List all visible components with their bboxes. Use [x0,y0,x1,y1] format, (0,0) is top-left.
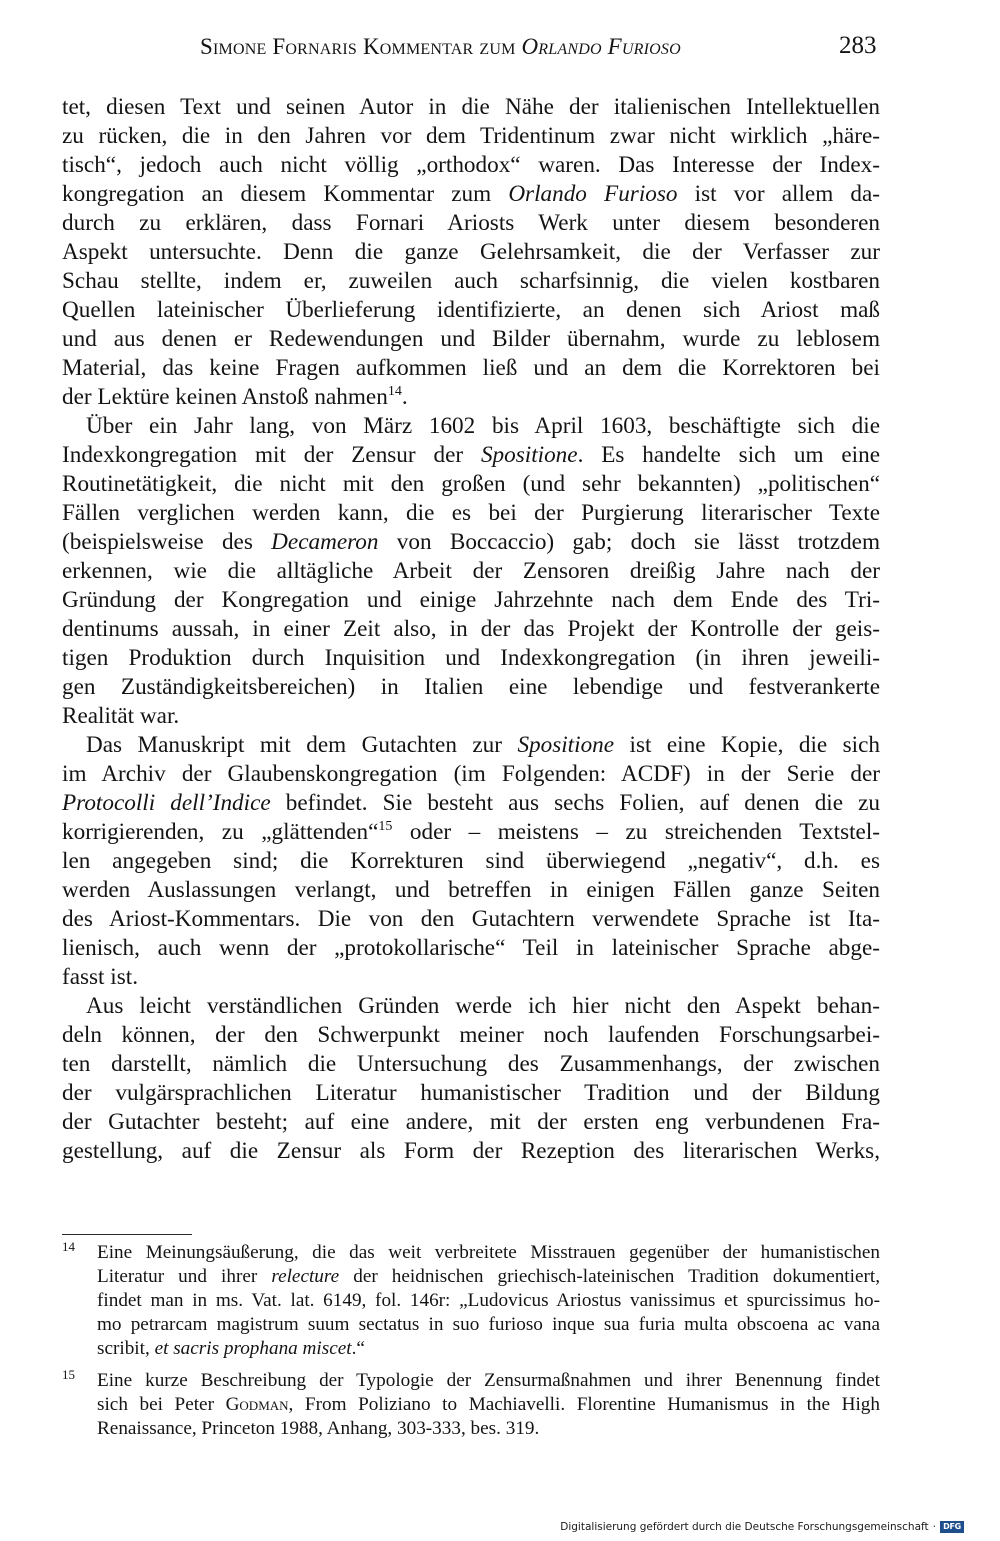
text-line: durch zu erklären, dass Fornari Ariosts Werk unter diesem besonderen [62,210,880,236]
text-line: werden Auslassungen verlangt, und betreffen in einigen Fällen ganze Seiten [62,877,880,903]
text-line: (beispielsweise des Decameron von Boccaccio) gab; doch sie lässt trotzdem [62,529,880,555]
footnote-separator [62,1234,192,1235]
text-line: fasst ist. [62,964,139,990]
text-line: gen Zuständigkeitsbereichen) in Italien eine lebendige und festverankerte [62,674,880,700]
text-line: Über ein Jahr lang, von März 1602 bis April 1603, beschäftigte sich die [86,413,880,439]
digitization-credit: Digitalisierung gefördert durch die Deutsche Forschungsgemeinschaft · DFG [560,1521,964,1533]
text-line: erkennen, wie die alltägliche Arbeit der Zensoren dreißig Jahre nach der [62,558,880,584]
footnote-line: sich bei Peter Godman, From Poliziano to Machiavelli. Florentine Humanismus in the High [97,1394,880,1415]
running-head-work-title: Orlando Furioso [521,34,681,59]
footnote-15 [62,1369,880,1441]
text-line: Gründung der Kongregation und einige Jahrzehnte nach dem Ende des Tri- [62,587,880,613]
paragraph [62,412,880,731]
text-line: Das Manuskript mit dem Gutachten zur Spositione ist eine Kopie, die sich [86,732,880,758]
text-line: Material, das keine Fragen aufkommen ließ und an dem die Korrektoren bei [62,355,880,381]
text-line: der Gutachter besteht; auf eine andere, mit der ersten eng verbundenen Fra- [62,1109,880,1135]
text-line: dentinums aussah, in einer Zeit also, in der das Projekt der Kontrolle der geis- [62,616,880,642]
text-line: kongregation an diesem Kommentar zum Orlando Furioso ist vor allem da- [62,181,880,207]
footnote-line: 15 Eine kurze Beschreibung der Typologie der Zensurmaßnahmen und ihrer Benennung findet [62,1367,880,1391]
footnote-line: Renaissance, Princeton 1988, Anhang, 303-333, bes. 319. [97,1418,540,1439]
text-line: Protocolli dell’Indice befindet. Sie besteht aus sechs Folien, auf denen die zu [62,790,880,816]
text-line: len angegeben sind; die Korrekturen sind überwiegend „negativ“, d.h. es [62,848,880,874]
text-line: lienisch, auch wenn der „protokollarische“ Teil in lateinischer Sprache abge- [62,935,880,961]
text-line: Schau stellte, indem er, zuweilen auch scharfsinnig, die vielen kostbaren [62,268,880,294]
footnote-14 [62,1241,880,1361]
text-line: tigen Produktion durch Inquisition und Indexkongregation (in ihren jeweili- [62,645,880,671]
text-line: tet, diesen Text und seinen Autor in die Nähe der italienischen Intellektuellen [62,94,880,120]
page-number: 283 [839,32,877,59]
footnote-line: findet man in ms. Vat. lat. 6149, fol. 146r: „Ludovicus Ariostus vanissimus et spurcissimus ho- [97,1290,880,1311]
text-line: Aspekt untersuchte. Denn die ganze Gelehrsamkeit, die der Verfasser zur [62,239,880,265]
footnote-line: Literatur und ihrer relecture der heidnischen griechisch-lateinischen Tradition dokumentiert, [97,1266,880,1287]
text-line: Aus leicht verständlichen Gründen werde ich hier nicht den Aspekt behan- [86,993,880,1019]
text-line: tisch“, jedoch auch nicht völlig „orthodox“ waren. Das Interesse der Index- [62,152,880,178]
text-line: der vulgärsprachlichen Literatur humanistischer Tradition und der Bildung [62,1080,880,1106]
footnote-ref-15: 15 [378,819,393,834]
digitization-note: Digitalisierung gefördert durch die Deutsche Forschungsgemeinschaft [560,1521,929,1533]
text-line: korrigierenden, zu „glättenden“$^{15}$ oder – meistens – zu streichenden Textstel- [62,819,880,845]
text-line: Realität war. [62,703,180,729]
text-line: des Ariost-Kommentars. Die von den Gutachtern verwendete Sprache ist Ita- [62,906,880,932]
paragraph [62,93,880,412]
text-line: Indexkongregation mit der Zensur der Spositione. Es handelte sich um eine [62,442,880,468]
text-line: Fällen verglichen werden kann, die es bei der Purgierung literarischer Texte [62,500,880,526]
paragraph [62,731,880,992]
text-line: gestellung, auf die Zensur als Form der Rezeption des literarischen Werks, [62,1138,880,1164]
running-head-author: Simone Fornaris Kommentar zum [200,34,522,59]
text-line: zu rücken, die in den Jahren vor dem Tridentinum zwar nicht wirklich „häre- [62,123,880,149]
footnote-ref-14: 14 [387,384,402,399]
footnote-line: mo petrarcam magistrum suum sectatus in suo furioso inque sua furia multa obscoena ac vana [97,1314,880,1335]
footnotes [62,1241,880,1441]
paragraph [62,992,880,1166]
text-line: ten darstellt, nämlich die Untersuchung des Zusammenhangs, der zwischen [62,1051,880,1077]
text-line: Routinetätigkeit, die nicht mit den großen (und sehr bekannten) „politischen“ [62,471,880,497]
text-line: im Archiv der Glaubenskongregation (im Folgenden: ACDF) in der Serie der [62,761,880,787]
footnote-line: 14 Eine Meinungsäußerung, die das weit verbreitete Misstrauen gegenüber der humanistischen [62,1239,880,1263]
footnote-line: scribit, et sacris prophana miscet.“ [97,1338,365,1359]
running-head [200,34,681,60]
dfg-logo: DFG [940,1521,964,1533]
text-line: Quellen lateinischer Überlieferung identifizierte, an denen sich Ariost maß [62,297,880,323]
text-line: und aus denen er Redewendungen und Bilder übernahm, wurde zu leblosem [62,326,880,352]
text-line: der Lektüre keinen Anstoß nahmen$^{14}$. [62,384,408,410]
text-line: deln können, der den Schwerpunkt meiner noch laufenden Forschungsarbei- [62,1022,880,1048]
body-text [62,93,880,1166]
